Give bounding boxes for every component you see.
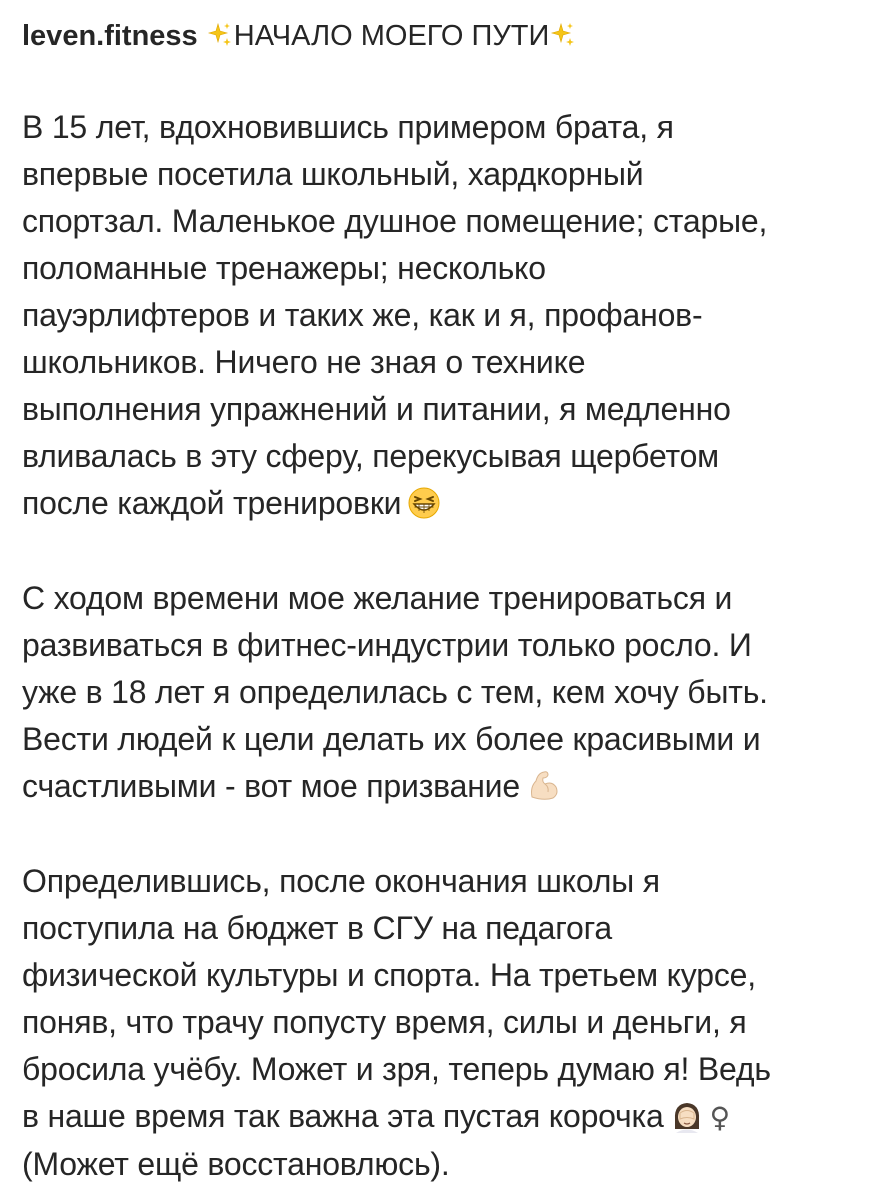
text-line: Определившись, после окончания школы я [22,863,660,899]
text-line: счастливыми - вот мое призвание [22,768,520,804]
caption-header [22,10,862,62]
paragraph-2 [22,575,862,810]
grinning-squinting-face-icon [407,486,441,520]
female-sign: ♀ [709,1101,730,1134]
text-line: вливалась в эту сферу, перекусывая щербетом [22,438,719,474]
woman-facepalming-icon [670,1099,704,1133]
text-line: бросила учёбу. Может и зря, теперь думаю я! Ведь [22,1051,771,1087]
text-line-with-emoji [22,1093,862,1141]
text-line-with-emoji [22,763,862,810]
text-line: пауэрлифтеров и таких же, как и я, профанов- [22,297,703,333]
flexed-biceps-icon [526,767,562,803]
text-line: С ходом времени мое желание тренироваться и [22,580,733,616]
text-line: поломанные тренажеры; несколько [22,250,546,286]
paragraph-3 [22,858,862,1188]
sparkles-icon [206,21,234,49]
paragraph-1 [22,104,862,527]
text-line: спортзал. Маленькое душное помещение; старые, [22,203,768,239]
sparkles-icon [549,21,577,49]
text-line: в наше время так важна эта пустая корочка [22,1098,664,1134]
text-line: поступила на бюджет в СГУ на педагога [22,910,612,946]
text-line: выполнения упражнений и питании, я медленно [22,391,731,427]
text-line: поняв, что трачу попусту время, силы и деньги, я [22,1004,747,1040]
text-line: Вести людей к цели делать их более красивыми и [22,721,761,757]
text-line: уже в 18 лет я определилась с тем, кем хочу быть. [22,674,768,710]
username-link[interactable]: leven.fitness [22,20,198,52]
text-line: физической культуры и спорта. На третьем курсе, [22,957,756,993]
text-line: впервые посетила школьный, хардкорный [22,156,644,192]
text-line: школьников. Ничего не зная о технике [22,344,586,380]
text-line-with-emoji [22,480,862,527]
text-line: после каждой тренировки [22,485,402,521]
text-line: В 15 лет, вдохновившись примером брата, я [22,109,674,145]
text-line: развиваться в фитнес-индустрии только росло. И [22,627,752,663]
text-line: (Может ещё восстановлюсь). [22,1146,450,1182]
post-title: НАЧАЛО МОЕГО ПУТИ [233,20,550,52]
